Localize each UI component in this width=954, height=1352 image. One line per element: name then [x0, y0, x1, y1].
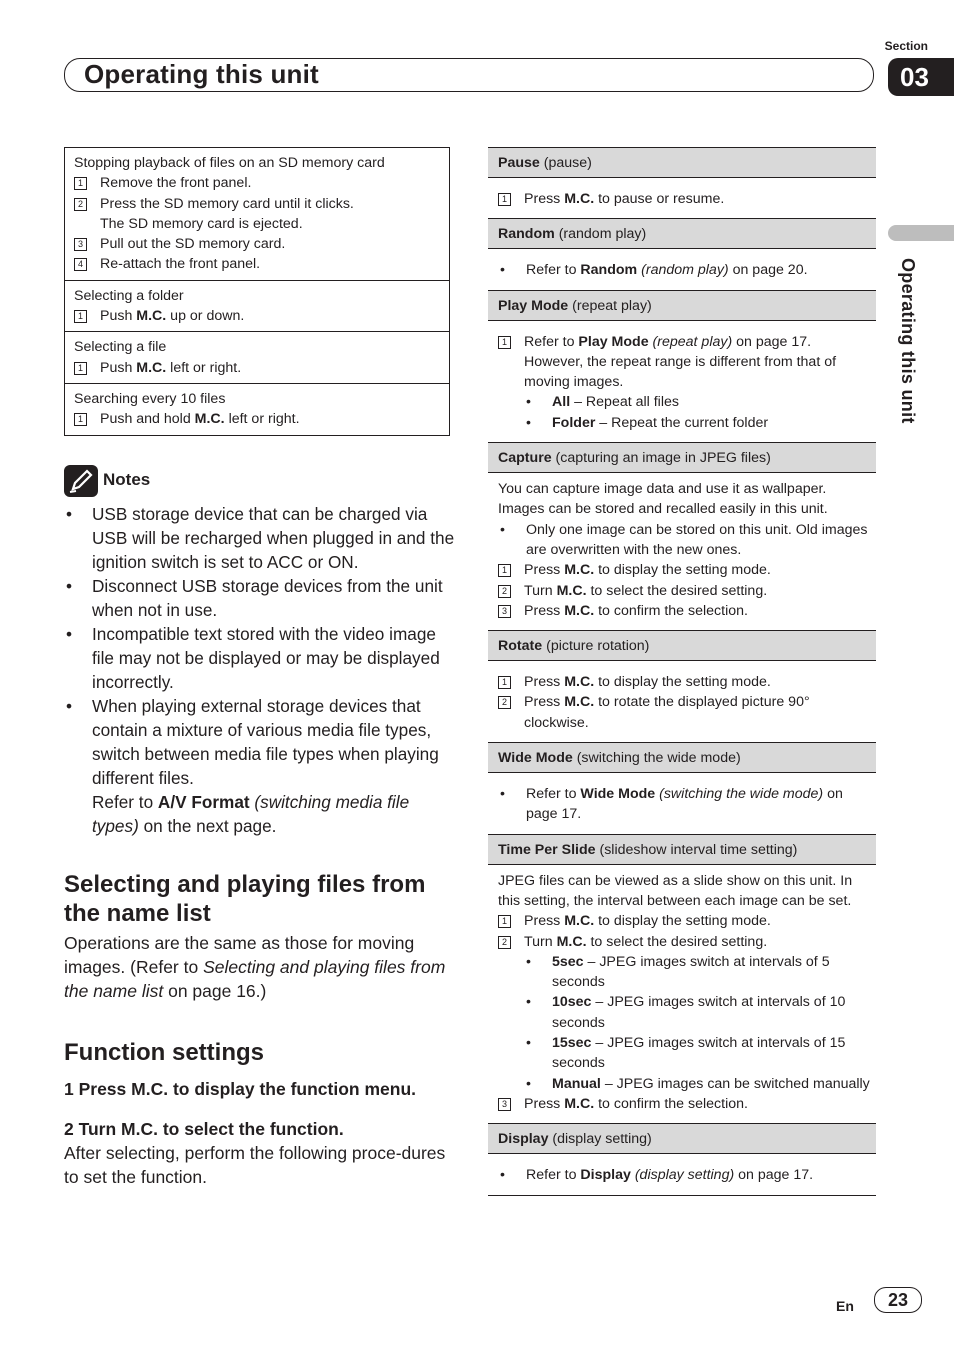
step	[74, 234, 441, 254]
reference: Display	[580, 1167, 631, 1184]
step-text: Remove the front panel.	[100, 175, 252, 192]
step-number: 1	[498, 676, 511, 689]
section-body	[64, 931, 456, 1003]
option-name: Folder	[552, 414, 596, 431]
option-name: 5sec	[552, 953, 584, 970]
function-settings-section	[64, 1038, 456, 1189]
language-label: En	[836, 1298, 854, 1314]
function-desc: (display setting)	[548, 1131, 652, 1148]
option-desc: – JPEG images can be switched manually	[600, 1075, 870, 1092]
step	[74, 409, 441, 429]
body-text: on page 16.)	[163, 981, 267, 1001]
step-text: on page 17.	[732, 333, 812, 350]
option-desc: – JPEG images switch at intervals of 5 seconds	[552, 953, 830, 991]
table-row	[65, 383, 449, 435]
function-desc: (slideshow interval time setting)	[595, 841, 798, 858]
step-text: to confirm the selection.	[594, 602, 748, 619]
step-text: to select the desired setting.	[586, 582, 768, 599]
row-heading: Selecting a folder	[74, 287, 184, 304]
list-item: • 5sec – JPEG images switch at intervals of 5 seconds	[526, 953, 830, 991]
section-number-badge: 03	[888, 58, 954, 96]
function-body-capture	[488, 473, 876, 630]
cross-reference: Selecting and playing files from the name list	[64, 957, 446, 1001]
option-name: Manual	[552, 1075, 601, 1092]
function-desc: (picture rotation)	[542, 638, 650, 655]
row-heading: Selecting a file	[74, 339, 167, 356]
table-row	[65, 148, 449, 280]
step-text: to display the setting mode.	[594, 674, 771, 691]
instruction-step-1: 1 Press M.C. to display the function menu.	[64, 1079, 416, 1099]
body-text: on page 17.	[526, 786, 843, 823]
step-text: Press	[524, 694, 565, 711]
step-number: 2	[498, 696, 511, 709]
body-text: JPEG files can be viewed as a slide show on this unit. In this setting, the interval between each image can be set.	[498, 872, 853, 909]
step-text: Push	[100, 359, 137, 376]
step	[498, 601, 872, 621]
list-item: • Incompatible text stored with the video image file may not be displayed or may be displayed incorrectly.	[64, 622, 456, 694]
list-item: • 15sec – JPEG images switch at intervals of 15 seconds	[526, 1035, 846, 1072]
step-key: M.C.	[564, 562, 595, 579]
body-text: You can capture image data and use it as wallpaper. Images can be stored and recalled easily in this unit.	[498, 481, 828, 518]
step	[498, 932, 872, 952]
list-item: • All – Repeat all files	[526, 394, 679, 411]
function-name: Display	[498, 1131, 549, 1148]
step-number: 2	[74, 198, 87, 211]
body-text: Refer to	[526, 786, 581, 803]
function-body-rotate	[488, 661, 876, 742]
option-desc: – Repeat the current folder	[595, 414, 769, 431]
step-number: 1	[498, 336, 511, 349]
function-header-display	[488, 1123, 876, 1154]
step-text: to select the desired setting.	[586, 933, 768, 950]
step-text: to display the setting mode.	[594, 562, 771, 579]
step-text: Pull out the SD memory card.	[100, 236, 286, 253]
body-text: Refer to	[526, 262, 581, 279]
step-text: Push	[100, 308, 137, 325]
list-item: • Manual – JPEG images can be switched manually	[526, 1075, 870, 1092]
function-header-wide-mode	[488, 742, 876, 773]
list-item: • Refer to Wide Mode (switching the wide mode) on page 17.	[500, 786, 843, 823]
step-number: 2	[498, 585, 511, 598]
step-number: 1	[498, 915, 511, 928]
step-number: 1	[74, 310, 87, 323]
table-row	[65, 331, 449, 383]
function-desc: (pause)	[539, 155, 592, 171]
step-key: M.C.	[564, 694, 595, 711]
step-number: 1	[74, 177, 87, 190]
list-item: • USB storage device that can be charged via USB will be recharged when plugged in and the ignition switch is set to ACC or ON.	[66, 504, 455, 572]
step	[498, 692, 872, 733]
step-text: Turn	[524, 582, 557, 599]
sd-operations-table	[64, 147, 450, 436]
function-header-pause	[488, 147, 876, 178]
function-body-wide-mode	[488, 773, 876, 834]
function-body-time-per-slide	[488, 865, 876, 1124]
step-result: The SD memory card is ejected.	[100, 215, 303, 232]
body-text: on page 17.	[734, 1167, 814, 1184]
step-text: to pause or resume.	[594, 191, 725, 207]
step-key: M.C.	[194, 411, 225, 428]
step-text: Press	[524, 602, 565, 619]
step-number: 3	[74, 238, 87, 251]
page-title: Operating this unit	[84, 59, 319, 89]
step-key: M.C.	[136, 308, 167, 325]
note-text: Disconnect USB storage devices from the unit when not in use.	[92, 576, 443, 620]
notes-list	[64, 502, 456, 838]
step	[498, 581, 872, 601]
step	[74, 254, 441, 274]
step-text: to confirm the selection.	[594, 1095, 748, 1112]
function-header-time-per-slide	[488, 834, 876, 865]
option-desc: – Repeat all files	[570, 394, 679, 411]
page-number: 23	[874, 1287, 922, 1313]
list-item: • When playing external storage devices that contain a mixture of various media file types, switch between media file types when playing different files. Refer to A/V Format (switching media file types) on the next page.	[66, 696, 439, 836]
function-list	[488, 147, 876, 1196]
step-text: Press	[524, 913, 565, 930]
step	[498, 1094, 872, 1114]
function-name: Capture	[498, 450, 552, 467]
step-key: M.C.	[564, 1095, 595, 1112]
step-text: Refer to	[524, 333, 579, 350]
note-text: USB storage device that can be charged via USB will be recharged when plugged in and the ignition switch is set to ACC or ON.	[92, 504, 455, 572]
instruction-body: After selecting, perform the following proce-dures to set the function.	[64, 1143, 446, 1187]
body-text: Only one image can be stored on this unit. Old images are overwritten with the new ones.	[526, 521, 868, 558]
step-text: to display the setting mode.	[594, 913, 771, 930]
table-row	[65, 280, 449, 332]
row-heading: Stopping playback of files on an SD memory card	[74, 155, 385, 171]
instruction-step-2: 2 Turn M.C. to select the function.	[64, 1119, 344, 1139]
list-item: • Only one image can be stored on this unit. Old images are overwritten with the new ones.	[498, 520, 872, 561]
function-name: Play Mode	[498, 297, 569, 314]
step-number: 1	[74, 413, 87, 426]
step-text: Press	[524, 1095, 565, 1112]
step-text: Press	[524, 191, 565, 207]
section-heading: Selecting and playing files from the name list	[64, 871, 426, 927]
reference: Random	[580, 262, 638, 279]
step-text: up or down.	[166, 308, 245, 325]
step	[498, 911, 872, 931]
function-name: Wide Mode	[498, 750, 573, 767]
function-header-random	[488, 218, 876, 249]
function-desc: (random play)	[554, 226, 647, 243]
step-text: Press	[524, 562, 565, 579]
step-number: 3	[498, 1098, 511, 1111]
step-key: M.C.	[556, 582, 587, 599]
option-name: 10sec	[552, 994, 592, 1011]
note-text: When playing external storage devices that contain a mixture of various media file types, switch between media file types when playing different files.	[92, 696, 439, 788]
step-number: 4	[74, 258, 87, 271]
step-text: Re-attach the front panel.	[100, 256, 261, 273]
step	[74, 173, 441, 193]
option-desc: – JPEG images switch at intervals of 10 seconds	[552, 994, 846, 1031]
note-text: Refer to	[92, 792, 158, 812]
reference: Wide Mode	[580, 786, 656, 803]
notes-pencil-icon	[64, 465, 98, 497]
step-key: M.C.	[564, 913, 595, 930]
note-reference: A/V Format	[157, 792, 250, 812]
step-text: Push and hold	[100, 411, 195, 428]
step-note: However, the repeat range is different from that of moving images.	[524, 353, 837, 391]
function-header-rotate	[488, 630, 876, 661]
note-text: on the next page.	[138, 816, 277, 836]
step-key: M.C.	[564, 674, 595, 691]
section-heading: Function settings	[64, 1039, 264, 1066]
list-item: • 10sec – JPEG images switch at intervals of 10 seconds	[526, 994, 846, 1031]
reference-desc: (random play)	[637, 262, 729, 279]
step-key: M.C.	[556, 933, 587, 950]
function-desc: (repeat play)	[568, 297, 652, 314]
step-number: 2	[498, 936, 511, 949]
step-number: 1	[498, 193, 511, 206]
function-header-capture	[488, 442, 876, 473]
option-name: All	[552, 394, 571, 411]
step-key: M.C.	[136, 359, 167, 376]
step-text: Press	[524, 674, 565, 691]
reference-desc: (repeat play)	[648, 333, 733, 350]
function-body-random	[488, 249, 876, 289]
step-key: M.C.	[564, 191, 595, 207]
step-text: left or right.	[224, 411, 300, 428]
function-desc: (capturing an image in JPEG files)	[551, 450, 771, 467]
body-text: Operations are the same as those for moving images. (Refer to	[64, 933, 415, 977]
side-section-label: Operating this unit	[898, 258, 918, 424]
function-body-pause	[488, 178, 876, 218]
option-desc: – JPEG images switch at intervals of 15 seconds	[552, 1035, 846, 1072]
reference: Play Mode	[578, 333, 649, 350]
step-text: left or right.	[166, 359, 242, 376]
notes-title: Notes	[103, 470, 151, 489]
reference-desc: (display setting)	[630, 1167, 735, 1184]
function-name: Pause	[498, 155, 540, 171]
note-reference-desc: (switching media file types)	[92, 792, 410, 836]
step-text: Press the SD memory card until it clicks.	[100, 195, 354, 212]
function-body-play-mode	[488, 321, 876, 442]
function-header-play-mode	[488, 290, 876, 321]
side-tab-marker	[888, 225, 954, 241]
step	[74, 306, 441, 326]
step-number: 3	[498, 605, 511, 618]
step-key: M.C.	[564, 602, 595, 619]
body-text: Refer to	[526, 1167, 581, 1184]
step	[74, 194, 441, 214]
step	[498, 332, 872, 393]
list-item: • Folder – Repeat the current folder	[526, 414, 769, 431]
function-body-display	[488, 1154, 876, 1195]
body-text: on page 20.	[728, 262, 808, 279]
option-name: 15sec	[552, 1035, 592, 1052]
step-text: to rotate the displayed picture 90° clockwise.	[524, 694, 810, 731]
step-number: 1	[74, 362, 87, 375]
list-item: • Disconnect USB storage devices from the unit when not in use.	[64, 574, 456, 622]
step-text: Turn	[524, 933, 557, 950]
section-label: Section	[884, 39, 928, 53]
function-name: Time Per Slide	[498, 841, 596, 858]
function-name: Rotate	[498, 638, 543, 655]
function-desc: (switching the wide mode)	[572, 750, 741, 767]
step	[498, 189, 872, 209]
row-heading: Searching every 10 files	[74, 390, 226, 407]
step	[498, 560, 872, 580]
note-text: Incompatible text stored with the video image file may not be displayed or may be displayed incorrectly.	[92, 624, 440, 692]
name-list-section	[64, 870, 456, 1003]
list-item: • Refer to Random (random play) on page 20.	[500, 262, 808, 279]
step	[498, 672, 872, 692]
list-item: • Refer to Display (display setting) on page 17.	[500, 1167, 814, 1184]
function-name: Random	[498, 226, 555, 243]
reference-desc: (switching the wide mode)	[655, 786, 824, 803]
step	[74, 358, 441, 378]
step-number: 1	[498, 564, 511, 577]
